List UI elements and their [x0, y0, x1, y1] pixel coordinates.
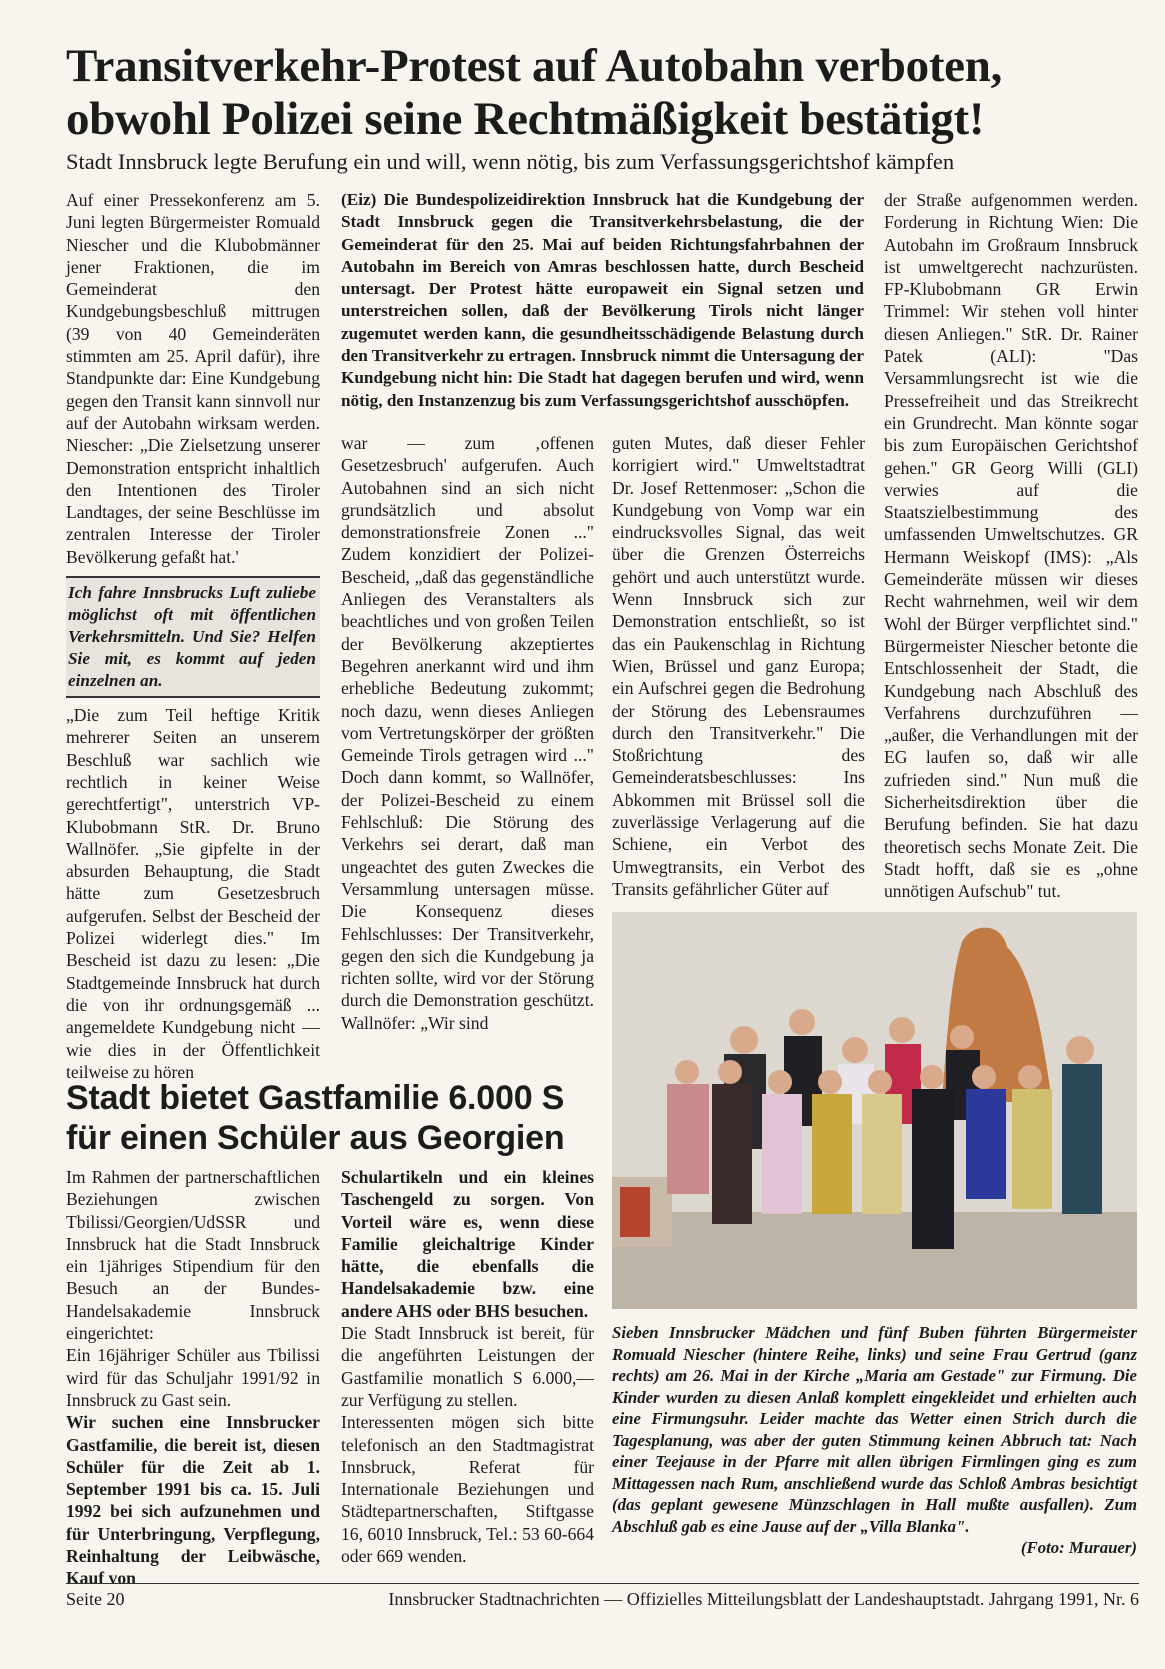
subheadline: Stadt Innsbruck legte Berufung ein und will, wenn nötig, bis zum Verfassungsgerichtshof kämpfen: [66, 149, 955, 174]
article1-column-2: [341, 432, 594, 1034]
article2-col1-paragraph-3: Wir suchen eine Innsbrucker Gastfamilie, die bereit ist, diesen Schüler für die Zeit ab 1. September 1991 bis ca. 15. Juli 1992 bei sich aufzunehmen und für Unterbringung, Verpflegung, Reinhaltung der Leibwäsche, Kauf von: [66, 1412, 320, 1589]
main-headline-line-1: Transitverkehr-Protest auf Autobahn verboten,: [66, 40, 1003, 92]
article2-headline: [66, 1078, 586, 1158]
publication-line: Innsbrucker Stadtnachrichten — Offizielles Mitteilungsblatt der Landeshauptstadt. Jahrgang 1991, Nr. 6: [388, 1589, 1139, 1609]
article2-column-1: [66, 1166, 320, 1590]
article2-col2-paragraph-2: Die Stadt Innsbruck ist bereit, für die angeführten Leistungen der Gastfamilie monatlich S 6.000,— zur Verfügung zu stellen.: [341, 1323, 594, 1410]
article1-col1-paragraph-2: „Die zum Teil heftige Kritik mehrerer Seiten an unserem Beschluß war sachlich wie rechtlich in keiner Weise gerechtfertigt", unterstrich VP-Klubobmann StR. Dr. Bruno Wallnöfer. „Sie gipfelte in der absurden Behauptung, die Stadt hätte zum Gesetzesbruch aufgerufen. Selbst der Bescheid der Polizei widerlegt dies." Im Bescheid ist dazu zu lesen: „Die Stadtgemeinde Innsbruck hat durch die von ihr ordnungsgemäß ... angemeldete Kundgebung nicht — wie dies in der Öffentlichkeit teilweise zu hören: [66, 705, 320, 1082]
quote-box: Ich fahre Innsbrucks Luft zuliebe möglichst oft mit öffentlichen Verkehrsmitteln. Und Sie? Helfen Sie mit, es kommt auf jeden einzelnen an.: [66, 576, 320, 698]
footer: [66, 1588, 1139, 1610]
article1-col4-text: der Straße aufgenommen werden. Forderung in Richtung Wien: Die Autobahn im Großraum Innsbruck ist umweltgerecht nachzurüsten. FP-Klubobmann GR Erwin Trimmel: Wir stehen voll hinter diesen Anliegen." StR. Dr. Rainer Patek (ALI): "Das Versammlungsrecht ist wie die Pressefreiheit und das Streikrecht ein Grundrecht. Man könnte sogar bis zum Europäischen Gerichtshof gehen." GR Georg Willi (GLI) verwies auf die Staatszielbestimmung des umfassenden Umweltschutzes. GR Hermann Weiskopf (IMS): „Als Gemeinderäte müssen wir dieses Recht wahrnehmen, weil wir dem Wohl der Bürger verpflichtet sind." Bürgermeister Niescher betonte die Entschlossenheit der Stadt, die Kundgebung nach Abschluß des Verfahrens durchzuführen — „außer, die Verhandlungen mit der EG laufen so, daß wir alle zufrieden sind." Nun muß die Sicherheitsdirektion über die Berufung befinden. Sie hat dazu theoretisch sechs Monate Zeit. Die Stadt hofft, daß sie es „ohne unnötigen Aufschub" tut.: [884, 190, 1138, 902]
photo-caption-text: Sieben Innsbrucker Mädchen und fünf Buben führten Bürgermeister Romuald Niescher (hintere Reihe, links) und seine Frau Gertrud (ganz rechts) am 26. Mai in der Kirche „Maria am Gestade" zur Firmung. Die Kinder wurden zu diesen Anlaß komplett eingekleidet und erhielten auch eine Firmungsuhr. Leider machte das Wetter einen Strich durch die Tagesplanung, was aber der guten Stimmung keinen Abbruch tat: Nach einer Teejause in der Pfarre mit allen übrigen Firmlingen ging es zum Mittagessen nach Rum, anschließend wurde das Schloß Ambras besichtigt (das geplant gewesene Münzschlagen in Hall mußte ausfallen). Zum Abschluß gab es eine Jause auf der „Villa Blanka".: [612, 1323, 1137, 1536]
article1-col3-text: guten Mutes, daß dieser Fehler korrigiert wird." Umweltstadtrat Dr. Josef Rettenmoser: „Schon die Kundgebung von Vomp war ein eindrucksvolles Signal, das weit über die Grenzen Österreichs gehört und auch unterstützt wurde. Wenn Innsbruck sich zur Demonstration entschließt, so ist das ein Paukenschlag in Richtung Wien, Brüssel und ganz Europa; ein Aufschrei gegen die Bedrohung der Störung des Lebensraumes durch den Transitverkehr." Die Stoßrichtung des Gemeinderatsbeschlusses: Ins Abkommen mit Brüssel soll die zuverlässige Verlagerung auf die Schiene, ein Verbot des Umwegtransits, ein Verbot des Transits gefährlicher Güter auf: [612, 433, 865, 899]
article1-col1-paragraph-1: Auf einer Pressekonferenz am 5. Juni legten Bürgermeister Romuald Niescher und die Klubobmänner jener Fraktionen, die im Gemeinderat den Kundgebungsbeschluß mittrugen (39 von 40 Gemeinderäten stimmten am 25. April dafür), ihre Standpunkte dar: Eine Kundgebung gegen den Transit kann sinnvoll nur auf der Autobahn wirksam werden. Niescher: „Die Zielsetzung unserer Demonstration entspricht inhaltlich den Intentionen des Tiroler Landtages, der seine Beschlüsse im zentralen Interesse der Tiroler Bevölkerung gefaßt hat.': [66, 190, 320, 567]
article1-intro-text: (Eiz) Die Bundespolizeidirektion Innsbruck hat die Kundgebung der Stadt Innsbruck gegen die Transitverkehrsbelastung, die der Gemeinderat für den 25. Mai auf beiden Richtungsfahrbahnen der Autobahn im Bereich von Amras beschlossen hatte, durch Bescheid untersagt. Der Protest hätte europaweit ein Signal setzen und unterstreichen sollen, daß der Bevölkerung Tirols nicht länger zugemutet werden kann, die gesundheitsschädigende Belastung durch den Transitverkehr zu ertragen. Innsbruck nimmt die Untersagung der Kundgebung nicht hin: Die Stadt hat dagegen berufen und wird, wenn nötig, den Instanzenzug bis zum Verfassungsgerichtshof ausschöpfen.: [341, 190, 864, 410]
article1-column-3: [612, 432, 865, 900]
article2-headline-line-1: Stadt bietet Gastfamilie 6.000 S: [66, 1079, 565, 1117]
article2-column-2: [341, 1166, 594, 1567]
article2-col2-paragraph-3: Interessenten mögen sich bitte telefonisch an den Stadtmagistrat Innsbruck, Referat für Internationale Beziehungen und Städtepartnerschaften, Stiftgasse 16, 6010 Innsbruck, Tel.: 53 60-664 oder 669 wenden.: [341, 1412, 594, 1567]
article2-col2-paragraph-1: Schulartikeln und ein kleines Taschengeld zu sorgen. Von Vorteil wäre es, wenn diese Familie gleichaltrige Kinder hätte, die ebenfalls die Handelsakademie bzw. eine andere AHS oder BHS besuchen.: [341, 1167, 594, 1321]
article1-column-4: [884, 189, 1138, 903]
article1-col2-text: war — zum ‚offenen Gesetzesbruch' aufgerufen. Auch Autobahnen sind an sich nicht grundsätzlich und absolut demonstrationsfreie Zonen ..." Zudem konzidiert der Polizei-Bescheid, „daß das gegenständliche Anliegen des Veranstalters als beachtliches und von großen Teilen der Bevölkerung akzeptiertes Begehren anerkannt wird und ihm erhebliche Bedeutung zukommt; noch dazu, wenn dieses Anliegen vom Vertretungskörper der größten Gemeinde Tirols getragen wird ..." Doch dann kommt, so Wallnöfer, der Polizei-Bescheid zu einem Fehlschluß: Die Störung des Verkehrs sei derart, daß man ungeachtet des guten Zweckes die Versammlung untersagen müsse. Die Konsequenz dieses Fehlschlusses: Der Transitverkehr, gegen den sich die Kundgebung ja richten sollte, wird vor der Störung durch die Demonstration geschützt. Wallnöfer: „Wir sind: [341, 433, 594, 1033]
group-photo-illustration: [612, 912, 1137, 1309]
footer-rule: [66, 1583, 1139, 1584]
article2-col1-paragraph-1: Im Rahmen der partnerschaftlichen Beziehungen zwischen Tbilissi/Georgien/UdSSR und Innsbruck hat die Stadt Innsbruck ein 1jähriges Stipendium für den Besuch an der Bundes-Handelsakademie Innsbruck eingerichtet:: [66, 1167, 320, 1344]
photo-credit: (Foto: Murauer): [1020, 1538, 1137, 1557]
photo-caption: [612, 1322, 1137, 1559]
article1-intro: [341, 189, 864, 412]
article2-col1-paragraph-2: Ein 16jähriger Schüler aus Tbilissi wird für das Schuljahr 1991/92 in Innsbruck zu Gast sein.: [66, 1345, 320, 1410]
page-number: Seite 20: [66, 1589, 125, 1609]
main-headline-line-2: obwohl Polizei seine Rechtmäßigkeit bestätigt!: [66, 93, 985, 145]
group-photo: [612, 912, 1137, 1309]
article1-column-1: [66, 189, 320, 1083]
article2-headline-line-2: für einen Schüler aus Georgien: [66, 1119, 565, 1157]
main-headline: [66, 40, 1116, 146]
